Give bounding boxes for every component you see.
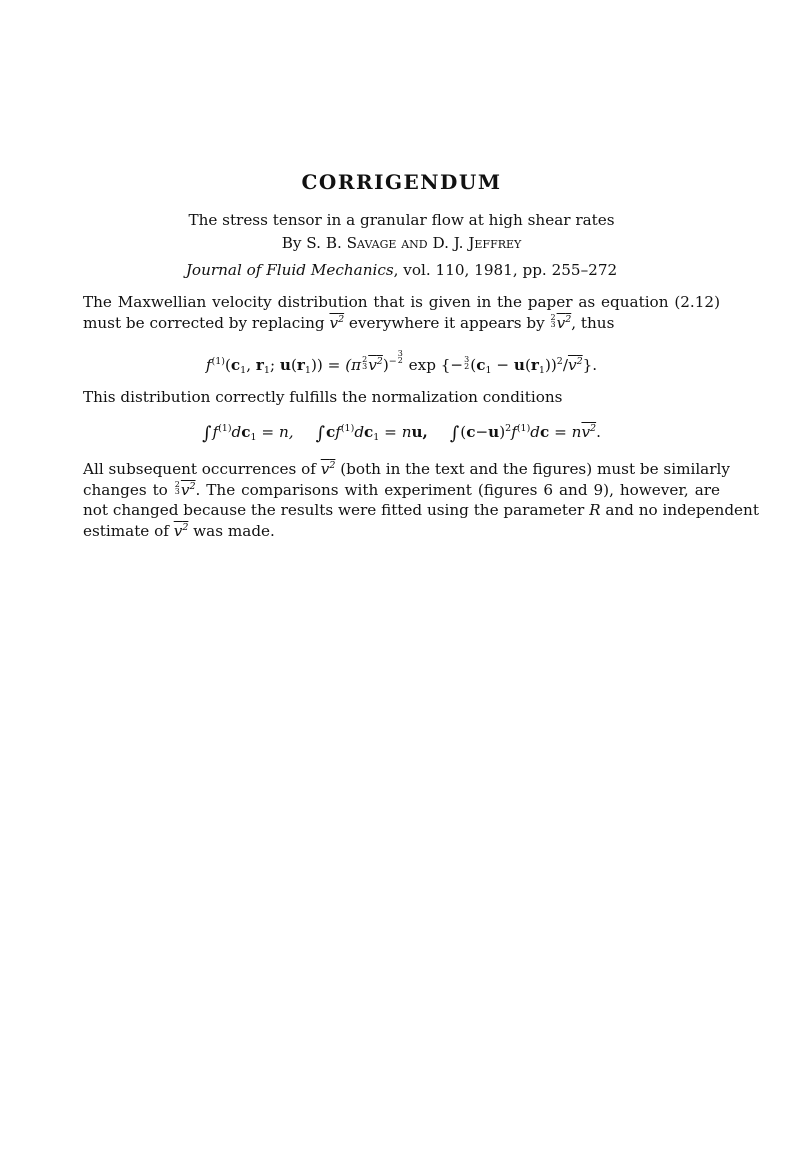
fraction-three-halves — [464, 356, 469, 370]
text-run: . The comparisons with experiment (figures 6 and 9), however, are — [195, 480, 721, 499]
and-label: and — [401, 234, 428, 252]
exponent: 2 — [182, 521, 189, 533]
symbol-d: d — [354, 423, 365, 441]
symbol-v: v — [320, 460, 330, 478]
numerator: 3 — [464, 355, 470, 364]
subscript: 1 — [304, 365, 311, 376]
symbol-c: c — [364, 423, 374, 441]
superscript: (1) — [211, 356, 225, 367]
symbol-f: f — [511, 423, 517, 441]
symbol-v: v — [329, 313, 339, 332]
symbol-c: c — [241, 423, 251, 441]
subscript: 1 — [250, 432, 257, 443]
symbol-c: c — [476, 356, 486, 374]
symbol-u: u — [279, 356, 291, 374]
symbol-f: f — [212, 423, 219, 441]
fraction-two-thirds — [551, 314, 556, 328]
integral-sign: ∫ — [315, 423, 325, 444]
journal-name: Journal of Fluid Mechanics — [185, 261, 394, 279]
superscript: (1) — [218, 423, 232, 434]
brace-close: }. — [582, 356, 598, 374]
author2-surname: Jeffrey — [468, 234, 522, 252]
v-squared-mean — [581, 423, 596, 441]
superscript: (1) — [516, 423, 531, 434]
author1-initials: S. B. — [306, 234, 342, 252]
paragraph-2-text: This distribution correctly fulfills the normalization conditions — [83, 388, 563, 406]
exponent: 2 — [505, 423, 512, 434]
parameter-R: R — [589, 501, 601, 519]
v-squared-mean — [174, 522, 189, 540]
symbol-u: u, — [411, 423, 428, 441]
equation-normalization — [83, 421, 720, 445]
paragraph-3-line-4 — [83, 521, 720, 542]
paragraph-1-line-2 — [83, 313, 720, 334]
v-squared-mean — [329, 314, 344, 332]
paragraph-3-line-1 — [83, 459, 730, 480]
text-run: (both in the text and the figures) must be similarly — [335, 460, 730, 478]
exp-function: exp {− — [403, 356, 464, 374]
text-run: estimate of — [83, 521, 174, 540]
exponent: 2 — [590, 423, 597, 434]
exponent: 2 — [565, 313, 572, 325]
denominator: 2 — [464, 362, 470, 371]
minus: − — [388, 356, 397, 367]
symbol-u: u — [488, 423, 500, 441]
period: . — [596, 423, 601, 441]
numerator: 2 — [550, 312, 556, 322]
v-squared-mean — [321, 460, 336, 478]
text-run: was made. — [188, 521, 275, 540]
symbol-d: d — [231, 423, 242, 441]
paragraph-3-line-3 — [83, 500, 759, 521]
equals-n: = n, — [256, 423, 294, 441]
exponent: 2 — [556, 356, 563, 367]
exponent: 2 — [576, 356, 583, 367]
numerator: 2 — [362, 355, 368, 364]
symbol-c: c — [325, 423, 336, 441]
symbol-f: f — [335, 423, 341, 441]
exponent: 2 — [329, 460, 336, 471]
subscript: 1 — [240, 365, 247, 376]
citation-details: , vol. 110, 1981, pp. 255–272 — [393, 261, 618, 279]
symbol-v: v — [556, 313, 566, 332]
minus: − — [491, 356, 514, 374]
text-run: not changed because the results were fitted using the parameter — [83, 501, 590, 519]
author1-surname: Savage — [346, 234, 397, 252]
v-squared-mean — [181, 481, 196, 499]
paren: ( — [460, 423, 467, 441]
paren: )) — [544, 356, 557, 374]
subscript: 1 — [263, 365, 270, 376]
fraction-three-halves — [398, 350, 403, 364]
heading: CORRIGENDUM — [301, 170, 502, 194]
citation — [83, 260, 720, 280]
numerator: 2 — [174, 479, 180, 489]
paper-title: The stress tensor in a granular flow at high shear rates — [188, 211, 615, 229]
equation-maxwellian: $f^{(1)}(c_1$, $r_1$; $u(r_1)) = (\pi$ 2 3 $v^2)^{- 3 2}$ exp {− 3 2 $(c_1 - u(r_1))^2/v^2$}. — [205, 349, 598, 376]
symbol-pi: (π — [345, 356, 362, 374]
symbol-d: d — [530, 423, 541, 441]
symbol-v: v — [581, 423, 591, 441]
paren: ( — [224, 356, 231, 374]
by-label: By — [281, 234, 302, 252]
exponent: 2 — [376, 356, 383, 367]
v-squared-mean — [557, 314, 572, 332]
symbol-c: c — [230, 356, 241, 374]
text-run: must be corrected by replacing — [83, 313, 330, 332]
author2-initials: D. J. — [432, 234, 464, 252]
integral-sign: ∫ — [202, 423, 212, 444]
paragraph-1-line-1: The Maxwellian velocity distribution that is given in the paper as equation (2.12) — [83, 293, 720, 311]
superscript: (1) — [340, 423, 355, 434]
symbol-f: f — [205, 356, 212, 374]
denominator: 3 — [362, 362, 368, 371]
fraction-two-thirds — [362, 356, 367, 370]
exponent-minus-three-halves — [388, 349, 404, 367]
paragraph-1 — [83, 292, 720, 333]
symbol-r: r — [296, 356, 305, 374]
paren: ) — [499, 423, 506, 441]
slash: / — [562, 356, 568, 374]
symbol-v: v — [368, 356, 377, 374]
equals: = — [322, 356, 346, 374]
denominator: 3 — [550, 319, 556, 329]
minus: − — [475, 423, 489, 441]
symbol-r: r — [255, 356, 264, 374]
symbol-u: u — [513, 356, 525, 374]
v-squared-mean — [368, 356, 383, 374]
text-run: changes to — [83, 480, 174, 499]
paragraph-2 — [83, 387, 720, 408]
paragraph-3-line-2 — [83, 480, 720, 501]
equals-n: = n — [379, 423, 412, 441]
symbol-v: v — [180, 480, 190, 499]
symbol-v: v — [567, 356, 577, 374]
text-run: All subsequent occurrences of — [83, 460, 321, 478]
numerator: 3 — [397, 349, 403, 358]
denominator: 2 — [397, 356, 403, 365]
text-run: and no independent — [600, 501, 759, 519]
authors-line — [83, 233, 720, 253]
denominator: 3 — [174, 486, 180, 496]
subscript: 1 — [373, 432, 380, 443]
symbol-v: v — [173, 521, 183, 540]
integral-sign: ∫ — [449, 423, 460, 444]
exponent: 2 — [338, 313, 345, 325]
subscript: 1 — [538, 365, 545, 376]
symbol-r: r — [530, 356, 539, 374]
text-run: , thus — [571, 313, 615, 332]
paragraph-3 — [83, 459, 759, 541]
subscript: 1 — [485, 365, 492, 376]
equals-n: = n — [549, 423, 582, 441]
text-run: everywhere it appears by — [344, 313, 550, 332]
exponent: 2 — [189, 480, 196, 492]
symbol-c: c — [466, 423, 476, 441]
v-squared-mean — [568, 356, 583, 374]
fraction-two-thirds — [175, 481, 180, 495]
symbol-c: c — [540, 423, 550, 441]
